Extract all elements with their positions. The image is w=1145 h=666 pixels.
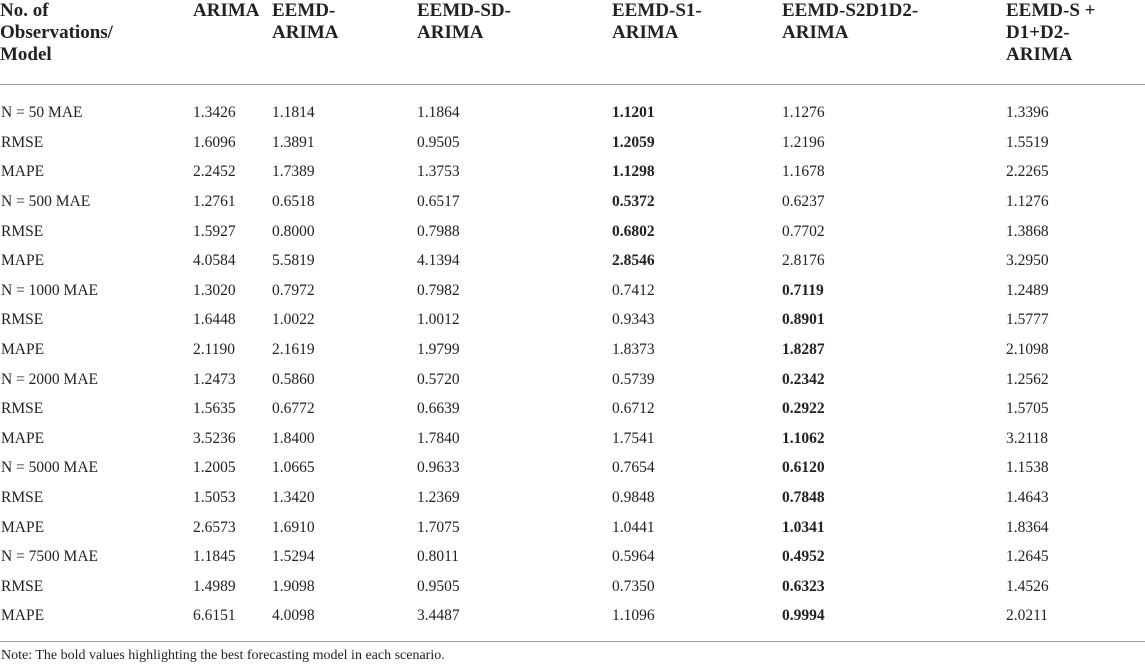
table-cell: 0.6772	[272, 400, 315, 418]
row-label: MAPE	[1, 518, 45, 536]
table-cell: 1.1845	[193, 548, 236, 566]
table-row	[0, 217, 1145, 247]
table-cell: 5.5819	[272, 252, 315, 270]
table-cell: 0.5720	[417, 370, 460, 388]
row-label: N = 50 MAE	[1, 104, 83, 122]
table-cell: 1.7541	[612, 429, 655, 447]
header-text: No. of Observations/ Model	[0, 0, 113, 65]
table-row	[0, 483, 1145, 513]
table-cell: 1.4643	[1006, 489, 1049, 507]
table-cell: 1.5294	[272, 548, 315, 566]
table-cell: 1.1298	[612, 163, 655, 181]
table-cell: 1.7389	[272, 163, 315, 181]
table-cell: 2.1098	[1006, 341, 1049, 359]
table-cell: 3.5236	[193, 429, 236, 447]
table-cell: 0.8000	[272, 222, 315, 240]
table-cell: 0.9633	[417, 459, 460, 477]
table-cell: 1.4989	[193, 577, 236, 595]
table-cell: 1.8364	[1006, 518, 1049, 536]
table-cell: 1.1062	[782, 429, 825, 447]
table-row	[0, 424, 1145, 454]
table-cell: 1.6448	[193, 311, 236, 329]
table-cell: 0.6712	[612, 400, 655, 418]
table-cell: 3.2950	[1006, 252, 1049, 270]
table-cell: 0.7119	[782, 281, 824, 299]
table-row	[0, 306, 1145, 336]
table-cell: 1.2369	[417, 489, 460, 507]
table-row	[0, 572, 1145, 602]
table-cell: 1.0022	[272, 311, 315, 329]
table-cell: 1.2059	[612, 133, 655, 151]
table-cell: 1.4526	[1006, 577, 1049, 595]
table-cell: 1.2473	[193, 370, 236, 388]
table-cell: 2.8546	[612, 252, 655, 270]
table-cell: 1.1276	[1006, 193, 1049, 211]
table-cell: 0.7848	[782, 489, 825, 507]
header-text: ARIMA	[193, 0, 260, 21]
table-cell: 0.9848	[612, 489, 655, 507]
row-label: RMSE	[1, 222, 44, 240]
table-row	[0, 187, 1145, 217]
table-cell: 1.3420	[272, 489, 315, 507]
table-cell: 0.9994	[782, 607, 825, 625]
table-cell: 4.0584	[193, 252, 236, 270]
header-text: EEMD- ARIMA	[272, 0, 339, 43]
row-label: MAPE	[1, 341, 45, 359]
table-cell: 1.3426	[193, 104, 236, 122]
table-cell: 1.3020	[193, 281, 236, 299]
header-model-1	[193, 0, 272, 84]
table-cell: 1.5777	[1006, 311, 1049, 329]
header-text: EEMD-S2D1D2- ARIMA	[782, 0, 919, 43]
table-cell: 0.7988	[417, 222, 460, 240]
table-cell: 1.8400	[272, 429, 315, 447]
table-body	[0, 84, 1145, 631]
header-row	[0, 0, 1145, 84]
header-model-4	[612, 0, 782, 84]
table-cell: 1.0341	[782, 518, 825, 536]
table-row	[0, 84, 1145, 128]
row-label: N = 7500 MAE	[1, 548, 99, 566]
table-cell: 0.8011	[417, 548, 460, 566]
table-cell: 2.0211	[1006, 607, 1049, 625]
table-row	[0, 365, 1145, 395]
table-cell: 0.5739	[612, 370, 655, 388]
table-cell: 0.7982	[417, 281, 460, 299]
table-cell: 0.2922	[782, 400, 825, 418]
table-cell: 1.6910	[272, 518, 315, 536]
table-cell: 0.6802	[612, 222, 655, 240]
table-cell: 2.2452	[193, 163, 236, 181]
table-cell: 0.5964	[612, 548, 655, 566]
table-cell: 0.9505	[417, 577, 460, 595]
table-cell: 1.7075	[417, 518, 460, 536]
table-cell: 0.7702	[782, 222, 825, 240]
table-cell: 1.5927	[193, 222, 236, 240]
table-note: Note: The bold values highlighting the best forecasting model in each scenario.	[1, 648, 445, 663]
table-cell: 1.9098	[272, 577, 315, 595]
header-model-3	[417, 0, 612, 84]
row-label: MAPE	[1, 163, 45, 181]
header-text: EEMD-SD- ARIMA	[417, 0, 511, 43]
row-label: N = 5000 MAE	[1, 459, 99, 477]
table-cell: 0.8901	[782, 311, 825, 329]
table-cell: 1.9799	[417, 341, 460, 359]
table-cell: 1.1276	[782, 104, 825, 122]
row-label: N = 2000 MAE	[1, 370, 99, 388]
header-text: EEMD-S1- ARIMA	[612, 0, 702, 43]
table-cell: 0.6518	[272, 193, 315, 211]
table-row	[0, 246, 1145, 276]
table-cell: 0.9343	[612, 311, 655, 329]
table-row	[0, 542, 1145, 572]
header-model-2	[272, 0, 417, 84]
table-cell: 1.7840	[417, 429, 460, 447]
table-cell: 1.3891	[272, 133, 315, 151]
table-cell: 1.1201	[612, 104, 655, 122]
table-cell: 1.5705	[1006, 400, 1049, 418]
table-row	[0, 454, 1145, 484]
table-cell: 0.5372	[612, 193, 655, 211]
table-cell: 2.8176	[782, 252, 825, 270]
header-text: EEMD-S + D1+D2- ARIMA	[1006, 0, 1096, 65]
row-label: RMSE	[1, 489, 44, 507]
row-label: MAPE	[1, 607, 45, 625]
table-cell: 0.5860	[272, 370, 315, 388]
table-cell: 1.2562	[1006, 370, 1049, 388]
table-cell: 0.2342	[782, 370, 825, 388]
row-label: RMSE	[1, 133, 44, 151]
table-cell: 1.8373	[612, 341, 655, 359]
table-cell: 1.3753	[417, 163, 460, 181]
table-cell: 4.1394	[417, 252, 460, 270]
table-cell: 1.1538	[1006, 459, 1049, 477]
table-cell: 1.3396	[1006, 104, 1049, 122]
table-cell: 0.7654	[612, 459, 655, 477]
table-cell: 1.6096	[193, 133, 236, 151]
table-cell: 1.0441	[612, 518, 655, 536]
table-cell: 1.0012	[417, 311, 460, 329]
table-row	[0, 394, 1145, 424]
table-cell: 2.1619	[272, 341, 315, 359]
header-model-5	[782, 0, 1006, 84]
table-cell: 0.6517	[417, 193, 460, 211]
table-cell: 4.0098	[272, 607, 315, 625]
table-cell: 0.6237	[782, 193, 825, 211]
bottom-rule	[0, 641, 1145, 642]
table-cell: 1.2489	[1006, 281, 1049, 299]
row-label: MAPE	[1, 252, 45, 270]
table-cell: 1.3868	[1006, 222, 1049, 240]
row-label: N = 1000 MAE	[1, 281, 99, 299]
table-cell: 0.6323	[782, 577, 825, 595]
table-cell: 1.2005	[193, 459, 236, 477]
table-cell: 0.7412	[612, 281, 655, 299]
header-observations-model	[0, 0, 193, 84]
table-cell: 0.4952	[782, 548, 825, 566]
table-cell: 0.7972	[272, 281, 315, 299]
table-cell: 1.1814	[272, 104, 315, 122]
table-cell: 0.6120	[782, 459, 825, 477]
header-model-6	[1006, 0, 1145, 84]
table-cell: 1.1678	[782, 163, 825, 181]
table-cell: 1.5635	[193, 400, 236, 418]
table-cell: 1.5519	[1006, 133, 1049, 151]
table-cell: 1.1864	[417, 104, 460, 122]
table-cell: 1.5053	[193, 489, 236, 507]
row-label: RMSE	[1, 311, 44, 329]
table-cell: 0.7350	[612, 577, 655, 595]
row-label: RMSE	[1, 400, 44, 418]
table-cell: 1.1096	[612, 607, 655, 625]
row-label: MAPE	[1, 429, 45, 447]
table-cell: 1.2645	[1006, 548, 1049, 566]
table-cell: 2.6573	[193, 518, 236, 536]
table-row	[0, 128, 1145, 158]
row-label: RMSE	[1, 577, 44, 595]
table-row	[0, 513, 1145, 543]
table-cell: 3.4487	[417, 607, 460, 625]
row-label: N = 500 MAE	[1, 193, 91, 211]
table-row	[0, 276, 1145, 306]
table-row	[0, 602, 1145, 632]
table-cell: 0.9505	[417, 133, 460, 151]
table-cell: 2.1190	[193, 341, 236, 359]
table-cell: 2.2265	[1006, 163, 1049, 181]
table-cell: 6.6151	[193, 607, 236, 625]
table-cell: 0.6639	[417, 400, 460, 418]
table-row	[0, 335, 1145, 365]
table-cell: 1.8287	[782, 341, 825, 359]
table-cell: 1.2196	[782, 133, 825, 151]
table-row	[0, 158, 1145, 188]
table-cell: 3.2118	[1006, 429, 1049, 447]
table-cell: 1.2761	[193, 193, 236, 211]
table-cell: 1.0665	[272, 459, 315, 477]
